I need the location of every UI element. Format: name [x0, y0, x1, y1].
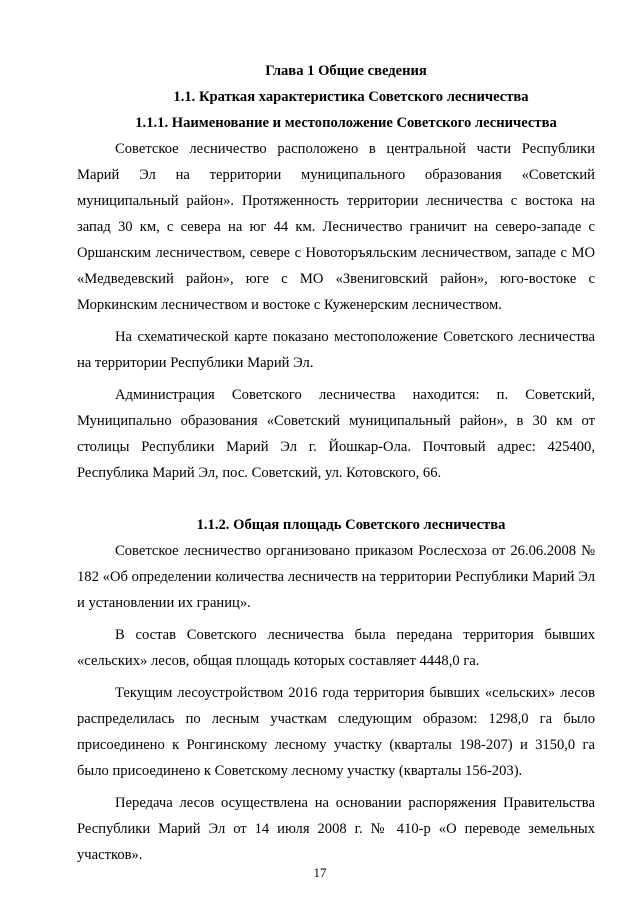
subsection-1-title: 1.1.1. Наименование и местоположение Советского лесничества — [135, 115, 557, 131]
paragraph-map: На схематической карте показано местоположение Советского лесничества на территории Республики Марий Эл. — [77, 329, 595, 371]
paragraph-distribution: Текущим лесоустройством 2016 года территория бывших «сельских» лесов распределилась по лесным участкам следующим образом: 1298,0 га было присоединено к Ронгинскому лесному участку (кварталы 198-207) и 3150,0 га было присоединено к Советскому лесному участку (кварталы 156-203). — [77, 685, 595, 779]
document-page — [77, 58, 595, 874]
subsection-2-title: 1.1.2. Общая площадь Советского лесничества — [196, 517, 506, 533]
paragraph-composition: В состав Советского лесничества была передана территория бывших «сельских» лесов, общая площадь которых составляет 4448,0 га. — [77, 627, 595, 669]
chapter-title: Глава 1 Общие сведения — [265, 63, 427, 79]
paragraph-administration: Администрация Советского лесничества находится: п. Советский, Муниципально образования «Советский муниципальный район», в 30 км от столицы Республики Марий Эл г. Йошкар-Ола. Почтовый адрес: 425400, Республика Марий Эл, пос. Советский, ул. Котовского, 66. — [77, 387, 595, 481]
page-number: 17 — [313, 865, 327, 880]
paragraph-location: Советское лесничество расположено в центральной части Республики Марий Эл на территории муниципального образования «Советский муниципальный район». Протяженность территории лесничества с востока на запад 30 км, с севера на юг 44 км. Лесничество граничит на северо-западе с Оршанским лесничеством, севере с Новоторъяльским лесничеством, западе с МО «Медведевский район», юге с МО «Звениговский район», юго-востоке с Моркинским лесничеством и востоке с Куженерским лесничеством. — [77, 141, 595, 313]
section-title: 1.1. Краткая характеристика Советского лесничества — [173, 89, 529, 105]
paragraph-organization: Советское лесничество организовано приказом Рослесхоза от 26.06.2008 № 182 «Об определении количества лесничеств на территории Республики Марий Эл и установлении их границ». — [77, 543, 595, 611]
paragraph-transfer: Передача лесов осуществлена на основании распоряжения Правительства Республики Марий Эл от 14 июля 2008 г. № 410-р «О переводе земельных участков». — [77, 795, 595, 863]
